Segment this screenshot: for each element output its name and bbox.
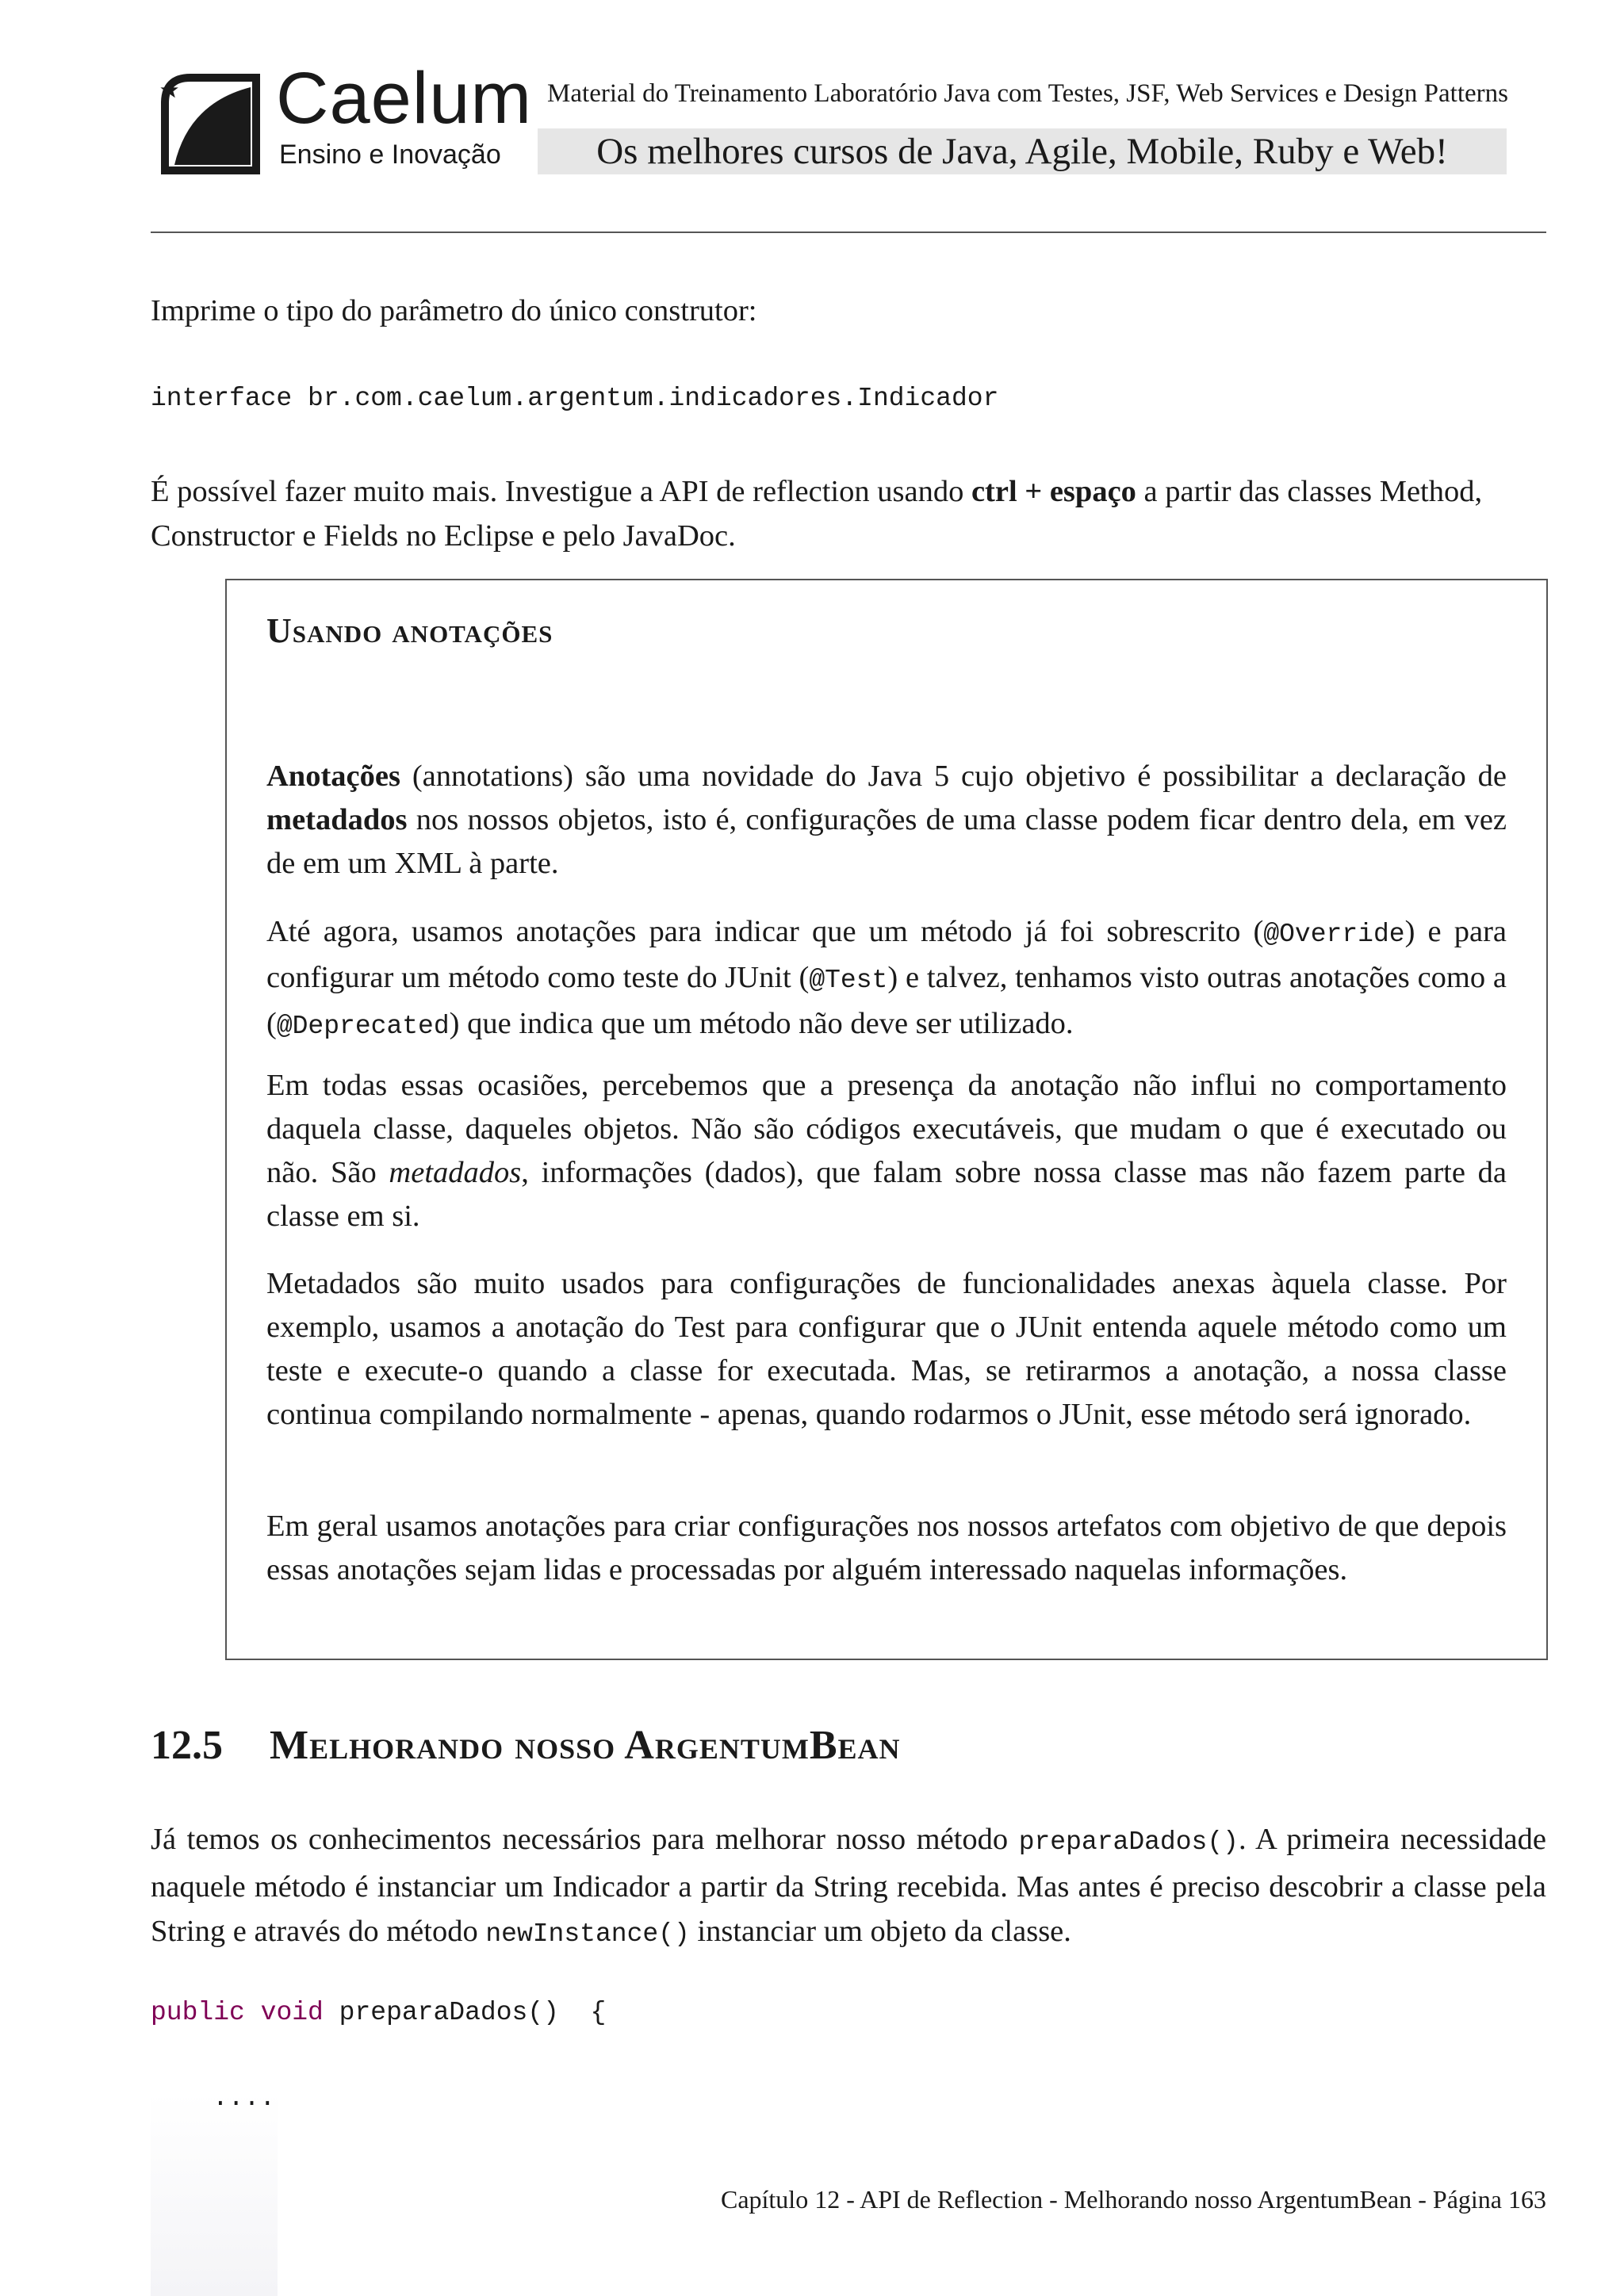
caelum-logo <box>157 58 533 178</box>
header-divider <box>151 232 1546 233</box>
logo-mark-icon <box>157 71 260 174</box>
header-slogan-band <box>538 128 1507 174</box>
note-paragraph-1: Anotações (annotations) são uma novidade do Java 5 cujo objetivo é possibilitar a declaração de metadados nos nossos objetos, isto é, configurações de uma classe podem ficar dentro dela, em vez de em um XML à parte. <box>266 760 1507 880</box>
code-ellipsis: .... <box>213 2084 276 2113</box>
intro-paragraph-2: É possível fazer muito mais. Investigue a API de reflection usando ctrl + espaço a partir das classes Method, Constructor e Fields no Eclipse e pelo JavaDoc. <box>151 475 1483 553</box>
header-slogan: Os melhores cursos de Java, Agile, Mobile, Ruby e Web! <box>596 131 1448 172</box>
logo-name: Caelum <box>276 58 533 139</box>
note-box-title: Usando anotações <box>266 611 553 650</box>
note-paragraph-4: Metadados são muito usados para configurações de funcionalidades anexas àquela classe. Por exemplo, usamos a anotação do Test para configurar que o JUnit entenda aquele método como um teste e execute-o quando a classe for executada. Mas, se retirarmos a anotação, a nossa classe continua compilando normalmente - apenas, quando rodarmos o JUnit, esse método será ignorado. <box>266 1267 1507 1431</box>
code-output-line: interface br.com.caelum.argentum.indicadores.Indicador <box>151 384 999 413</box>
note-paragraph-5: Em geral usamos anotações para criar configurações nos nossos artefatos com objetivo de que depois essas anotações sejam lidas e processadas por alguém interessado naquelas informações. <box>266 1510 1507 1586</box>
section-title: Melhorando nosso ArgentumBean <box>270 1723 901 1768</box>
section-number: 12.5 <box>151 1723 223 1768</box>
section-paragraph: Já temos os conhecimentos necessários para melhorar nosso método preparaDados(). A primeira necessidade naquele método é instanciar um Indicador a partir da String recebida. Mas antes é preciso descobrir a classe pela String e através do método newInstance() instanciar um objeto da classe. <box>151 1823 1546 1949</box>
note-paragraph-2: Até agora, usamos anotações para indicar que um método já foi sobrescrito (@Override) e para configurar um método como teste do JUnit (@Test) e talvez, tenhamos visto outras anotações como a (@Deprecated) que indica que um método não deve ser utilizado. <box>266 915 1507 1041</box>
page-footer: Capítulo 12 - API de Reflection - Melhorando nosso ArgentumBean - Página 163 <box>720 2185 1546 2214</box>
code-block-shade <box>151 2093 278 2296</box>
code-method-signature: public void preparaDados() { <box>151 1998 607 2027</box>
intro-paragraph-1: Imprime o tipo do parâmetro do único construtor: <box>151 294 757 327</box>
logo-tagline: Ensino e Inovação <box>279 140 501 170</box>
header-course-title: Material do Treinamento Laboratório Java com Testes, JSF, Web Services e Design Patterns <box>547 79 1508 108</box>
note-paragraph-3: Em todas essas ocasiões, percebemos que a presença da anotação não influi no comportamento daquela classe, daqueles objetos. Não são códigos executáveis, que mudam o que é executado ou não. São metadados, informações (dados), que falam sobre nossa classe mas não fazem parte da classe em si. <box>266 1069 1507 1233</box>
shortcut-text: ctrl + espaço <box>971 475 1136 508</box>
